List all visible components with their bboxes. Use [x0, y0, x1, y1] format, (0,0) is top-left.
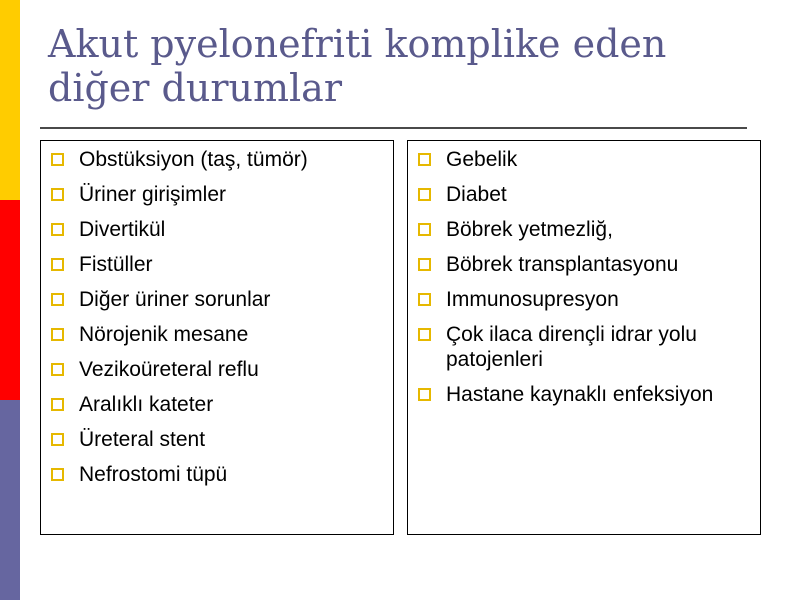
square-bullet-icon — [51, 468, 64, 481]
list-item-text: Diabet — [446, 183, 507, 206]
square-bullet-icon — [418, 223, 431, 236]
list-item-text: Immunosupresyon — [446, 288, 619, 311]
square-bullet-icon — [51, 398, 64, 411]
square-bullet-icon — [51, 188, 64, 201]
list-item-text: Çok ilaca dirençli idrar yolu patojenleri — [446, 323, 697, 371]
sidebar-accent — [0, 0, 20, 600]
right-bullet-list — [408, 141, 760, 407]
list-item — [49, 217, 385, 242]
list-item-text: Diğer üriner sorunlar — [79, 288, 271, 311]
list-item — [416, 182, 752, 207]
list-item-text: Gebelik — [446, 148, 518, 171]
list-item — [416, 382, 752, 407]
list-item-text: Üriner girişimler — [79, 183, 227, 206]
square-bullet-icon — [51, 153, 64, 166]
list-item — [416, 147, 752, 172]
square-bullet-icon — [51, 223, 64, 236]
list-item — [416, 287, 752, 312]
square-bullet-icon — [51, 363, 64, 376]
sidebar-yellow-segment — [0, 0, 20, 200]
list-item — [416, 322, 752, 372]
list-item — [416, 217, 752, 242]
left-column-box — [40, 140, 394, 535]
list-item — [49, 462, 385, 487]
right-column-box — [407, 140, 761, 535]
list-item-text: Fistüller — [79, 253, 153, 276]
list-item-text: Böbrek yetmezliğ, — [446, 218, 613, 241]
sidebar-blue-segment — [0, 400, 20, 600]
list-item — [49, 427, 385, 452]
square-bullet-icon — [51, 258, 64, 271]
slide-title: Akut pyelonefriti komplike eden diğer durumlar — [48, 22, 667, 110]
list-item — [49, 182, 385, 207]
list-item-text: Vezikoüreteral reflu — [79, 358, 259, 381]
square-bullet-icon — [418, 388, 431, 401]
title-divider — [40, 127, 747, 129]
square-bullet-icon — [418, 328, 431, 341]
list-item-text: Böbrek transplantasyonu — [446, 253, 679, 276]
square-bullet-icon — [418, 258, 431, 271]
list-item-text: Divertikül — [79, 218, 166, 241]
square-bullet-icon — [51, 433, 64, 446]
square-bullet-icon — [418, 153, 431, 166]
list-item-text: Aralıklı kateter — [79, 393, 214, 416]
square-bullet-icon — [418, 188, 431, 201]
list-item-text: Nörojenik mesane — [79, 323, 249, 346]
square-bullet-icon — [51, 293, 64, 306]
list-item — [49, 322, 385, 347]
list-item — [49, 287, 385, 312]
left-bullet-list — [41, 141, 393, 487]
sidebar-red-segment — [0, 200, 20, 400]
list-item — [49, 147, 385, 172]
list-item — [49, 252, 385, 277]
square-bullet-icon — [51, 328, 64, 341]
list-item-text: Obstüksiyon (taş, tümör) — [79, 148, 308, 171]
list-item — [49, 392, 385, 417]
square-bullet-icon — [418, 293, 431, 306]
list-item — [416, 252, 752, 277]
list-item — [49, 357, 385, 382]
list-item-text: Üreteral stent — [79, 428, 206, 451]
list-item-text: Nefrostomi tüpü — [79, 463, 228, 486]
list-item-text: Hastane kaynaklı enfeksiyon — [446, 383, 714, 406]
